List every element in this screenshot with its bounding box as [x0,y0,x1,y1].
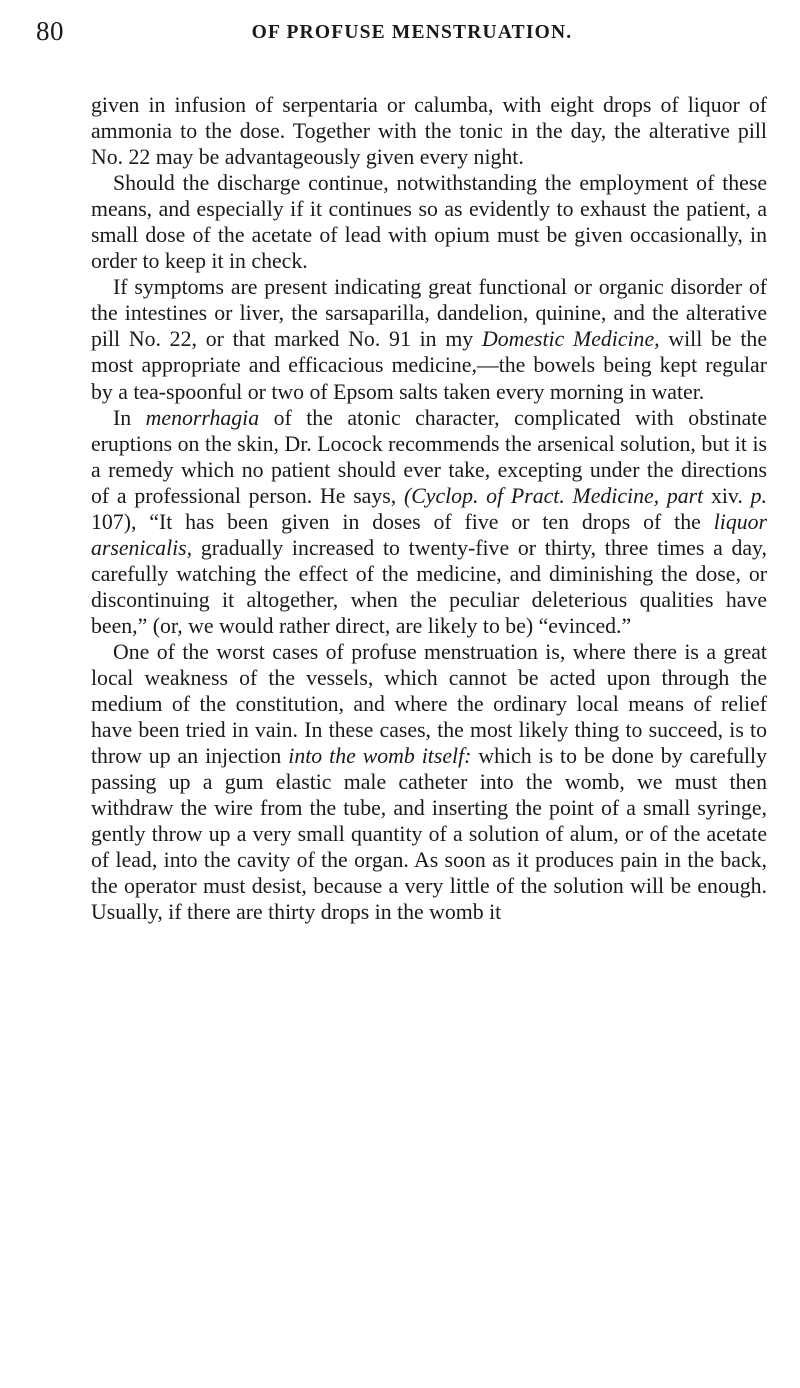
page-number: 80 [36,16,64,46]
paragraph-4-text-g: 107), “It has been given in doses of five or ten drops of the [91,509,714,534]
paragraph-4-text-a: In [113,405,146,430]
paragraph-3 [91,274,767,404]
term-menorrhagia-italic: menorrhagia [145,405,260,430]
citation-part-number: xiv. [703,483,751,508]
term-liquor-arsenicalis-italic: liquor arsenicalis, [91,509,767,560]
paragraph-5-text-c: which is to be done by carefully passing up a gum elastic male catheter into the womb, we must then withdraw the wire from the tube, and inserting the point of a small syringe, gently throw up a very small quantity of a solution of alum, or of the acetate of lead, into the cavity of the organ. As soon as it produces pain in the back, the operator must desist, because a very little of the solution will be enough. Usually, if there are thirty drops in the womb it [91,744,767,925]
citation-italic: (Cyclop. of Pract. Medicine, part [403,483,704,508]
paragraph-4-text-c: of the atonic character, complicated with obstinate eruptions on the skin, Dr. Locock recommends the arsenical solution, but it is a remedy which no patient should ever take, excepting under the directions of a professional person. He says, [91,405,767,508]
paragraph-3-text-a: If symptoms are present indicating great functional or organic disorder of the intestines or liver, the sarsaparilla, dandelion, quinine, and the alterative pill No. 22, or that marked No. 91 in my [91,275,767,352]
book-title-italic: Domestic Medicine, [481,327,660,352]
paragraph-2: Should the discharge continue, notwithstanding the employment of these means, and especially if it continues so as evidently to exhaust the patient, a small dose of the acetate of lead with opium must be given occasionally, in order to keep it in check. [91,171,767,274]
body-text [91,92,767,926]
citation-page-abbrev-italic: p. [750,483,767,508]
paragraph-3-text-c: will be the most appropriate and efficacious medicine,—the bowels being kept regular by a tea-spoonful or two of Epsom salts taken every morning in water. [91,327,767,404]
paragraph-5 [91,639,767,926]
paragraph-4-text-i: gradually increased to twenty-five or thirty, three times a day, carefully watching the effect of the medicine, and diminishing the dose, or discontinuing it altogether, when the peculiar deleterious qualities have been,” (or, we would rather direct, are likely to be) “evinced.” [91,535,767,638]
paragraph-5-text-a: One of the worst cases of profuse menstruation is, where there is a great local weakness of the vessels, which cannot be acted upon through the medium of the constitution, and where the ordinary local means of relief have been tried in vain. In these cases, the most likely thing to succeed, is to throw up an injection [91,639,767,769]
paragraph-4 [91,405,767,639]
paragraph-1: given in infusion of serpentaria or calumba, with eight drops of liquor of ammonia to the dose. Together with the tonic in the day, the alterative pill No. 22 may be advantageously given every night. [91,93,767,170]
running-head: OF PROFUSE MENSTRUATION. [251,22,573,43]
phrase-womb-italic: into the womb itself: [288,744,472,769]
